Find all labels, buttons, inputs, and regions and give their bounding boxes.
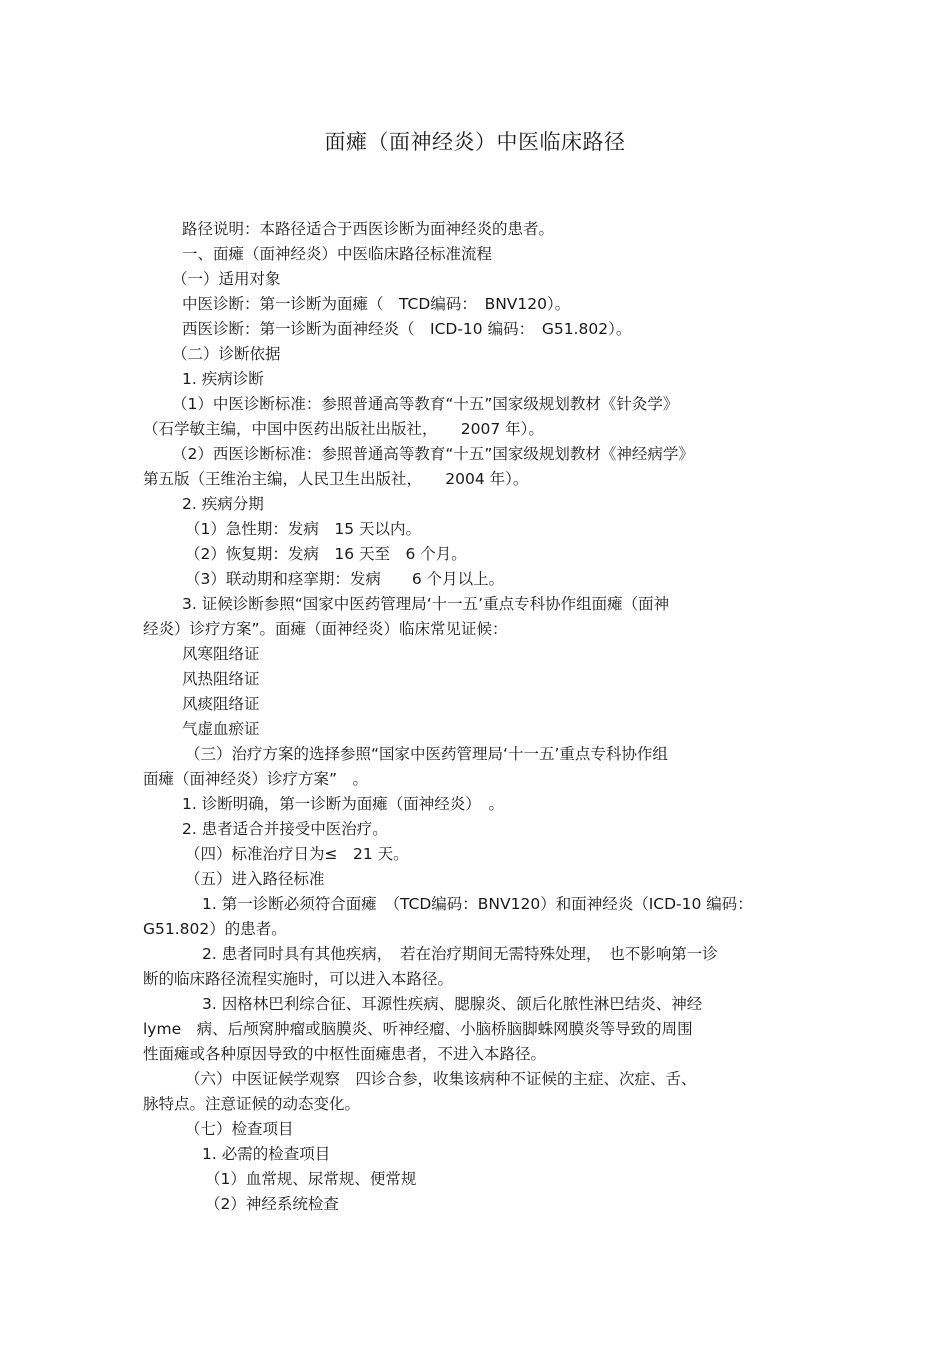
- text-line: 2. 疾病分期: [182, 495, 264, 513]
- text-line: （1）急性期：发病 15 天以内。: [185, 520, 422, 538]
- text-line: 1. 必需的检查项目: [202, 1145, 331, 1163]
- text-line: 1. 第一诊断必须符合面瘫 （TCD编码：BNV120）和面神经炎（ICD-10 编码：: [202, 895, 753, 913]
- syndrome-item: 风痰阻络证: [182, 695, 260, 713]
- subsection-heading: （三）治疗方案的选择参照“国家中医药管理局‘十一五’重点专科协作组: [185, 745, 668, 763]
- text-line: （3）联动期和痉挛期：发病 6 个月以上。: [185, 570, 505, 588]
- text-line: （2）神经系统检查: [205, 1195, 339, 1213]
- text-line: （2）西医诊断标准：参照普通高等教育“十五”国家级规划教材《神经病学》: [172, 445, 694, 463]
- text-line: 中医诊断：第一诊断为面瘫（ TCD编码： BNV120）。: [182, 295, 571, 313]
- subsection-heading: （四）标准治疗日为≤ 21 天。: [185, 845, 409, 863]
- text-line: （石学敏主编，中国中医药出版社出版社， 2007 年）。: [143, 420, 544, 438]
- text-line: G51.802）的患者。: [143, 920, 287, 938]
- text-line: 脉特点。注意证候的动态变化。: [143, 1095, 361, 1113]
- syndrome-item: 风寒阻络证: [182, 645, 260, 663]
- text-line: 2. 患者适合并接受中医治疗。: [182, 820, 388, 838]
- syndrome-item: 气虚血瘀证: [182, 720, 260, 738]
- subsection-heading: （七）检查项目: [185, 1120, 294, 1138]
- subsection-heading: （六）中医证候学观察 四诊合参，收集该病种不证候的主症、次症、舌、: [185, 1070, 697, 1088]
- text-line: 西医诊断：第一诊断为面神经炎（ ICD-10 编码： G51.802）。: [182, 320, 632, 338]
- text-line: （1）中医诊断标准：参照普通高等教育“十五”国家级规划教材《针灸学》: [172, 395, 679, 413]
- text-line: 路径说明：本路径适合于西医诊断为面神经炎的患者。: [182, 220, 555, 238]
- text-line: 1. 疾病诊断: [182, 370, 264, 388]
- text-line: lyme 病、后颅窝肿瘤或脑膜炎、听神经瘤、小脑桥脑脚蛛网膜炎等导致的周围: [143, 1020, 693, 1038]
- text-line: 面瘫（面神经炎）诊疗方案” 。: [143, 770, 369, 788]
- section-heading: 一、面瘫（面神经炎）中医临床路径标准流程: [182, 245, 493, 263]
- text-line: 3. 因格林巴利综合征、耳源性疾病、腮腺炎、颌后化脓性淋巴结炎、神经: [202, 995, 703, 1013]
- text-line: 断的临床路径流程实施时，可以进入本路径。: [143, 970, 454, 988]
- syndrome-item: 风热阻络证: [182, 670, 260, 688]
- text-line: （2）恢复期：发病 16 天至 6 个月。: [185, 545, 467, 563]
- subsection-heading: （一）适用对象: [172, 270, 281, 288]
- text-line: 2. 患者同时具有其他疾病， 若在治疗期间无需特殊处理， 也不影响第一诊: [202, 945, 718, 963]
- text-line: 1. 诊断明确，第一诊断为面瘫（面神经炎） 。: [182, 795, 504, 813]
- subsection-heading: （五）进入路径标准: [185, 870, 325, 888]
- text-line: 第五版（王维治主编，人民卫生出版社， 2004 年）。: [143, 470, 529, 488]
- text-line: 性面瘫或各种原因导致的中枢性面瘫患者，不进入本路径。: [143, 1045, 547, 1063]
- subsection-heading: （二）诊断依据: [172, 345, 281, 363]
- text-line: 3. 证候诊断参照“国家中医药管理局‘十一五’重点专科协作组面瘫（面神: [182, 595, 670, 613]
- text-line: （1）血常规、尿常规、便常规: [205, 1170, 417, 1188]
- text-line: 经炎）诊疗方案”。面瘫（面神经炎）临床常见证候：: [143, 620, 508, 638]
- document-title: 面瘫（面神经炎）中医临床路径: [324, 130, 626, 154]
